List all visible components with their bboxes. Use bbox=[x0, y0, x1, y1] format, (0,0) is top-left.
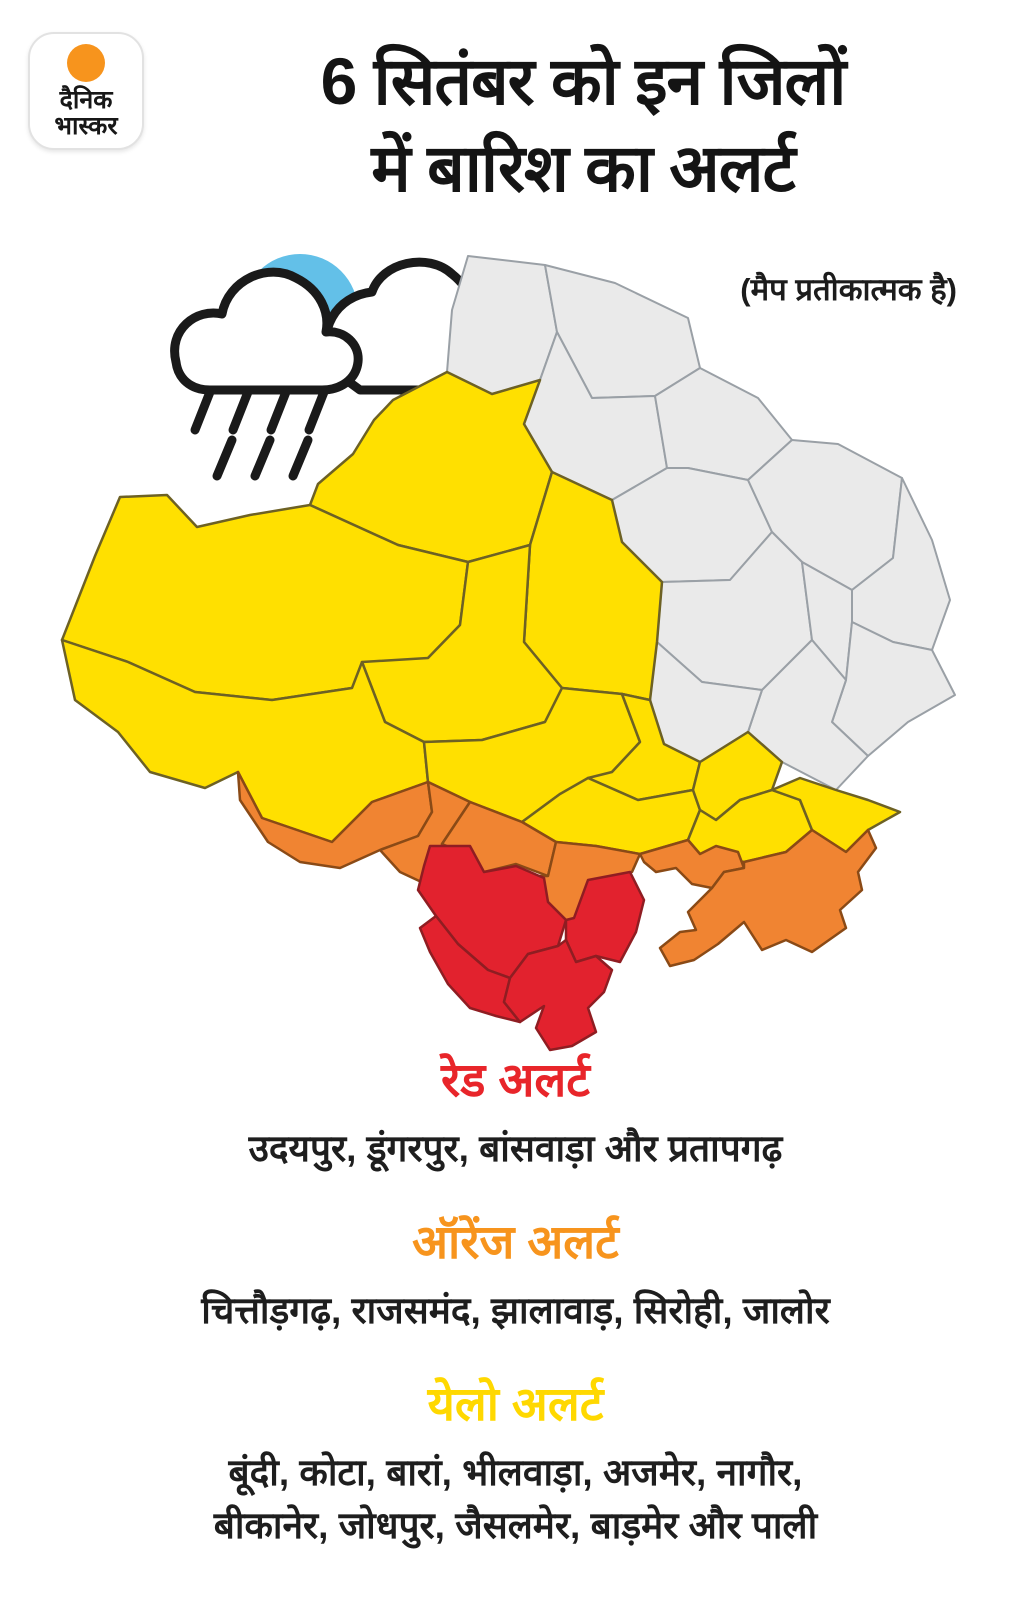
yellow-districts-line1: बूंदी, कोटा, बारां, भीलवाड़ा, अजमेर, नागौर, bbox=[228, 1451, 803, 1493]
district-gray bbox=[832, 622, 955, 756]
logo-text-line2: भास्कर bbox=[54, 111, 118, 140]
logo-text-line1: दैनिक bbox=[59, 85, 113, 114]
yellow-alert-heading: येलो अलर्ट bbox=[427, 1377, 604, 1430]
rain-drops bbox=[195, 392, 324, 476]
yellow-districts-line2: बीकानेर, जोधपुर, जैसलमेर, बाड़मेर और पाली bbox=[213, 1505, 818, 1547]
red-alert-districts-list: उदयपुर, डूंगरपुर, बांसवाड़ा और प्रतापगढ़ bbox=[248, 1127, 783, 1169]
orange-alert-heading: ऑरेंज अलर्ट bbox=[412, 1215, 619, 1268]
legend-red-section bbox=[0, 1054, 1031, 1175]
yellow-alert-districts-list bbox=[0, 1446, 1031, 1553]
map-disclaimer-note: (मैप प्रतीकात्मक है) bbox=[740, 272, 957, 307]
district-gray bbox=[447, 256, 557, 394]
legend-orange-section bbox=[0, 1216, 1031, 1337]
orange-alert-districts-list: चित्तौड़गढ़, राजसमंद, झालावाड़, सिरोही, जालोर bbox=[201, 1289, 830, 1331]
red-alert-districts bbox=[418, 846, 644, 1050]
title-line-1: 6 सितंबर को इन जिलों bbox=[320, 44, 846, 118]
title-line-2: में बारिश का अलर्ट bbox=[371, 131, 795, 206]
red-alert-heading: रेड अलर्ट bbox=[441, 1053, 590, 1106]
legend-yellow-section bbox=[0, 1378, 1031, 1553]
